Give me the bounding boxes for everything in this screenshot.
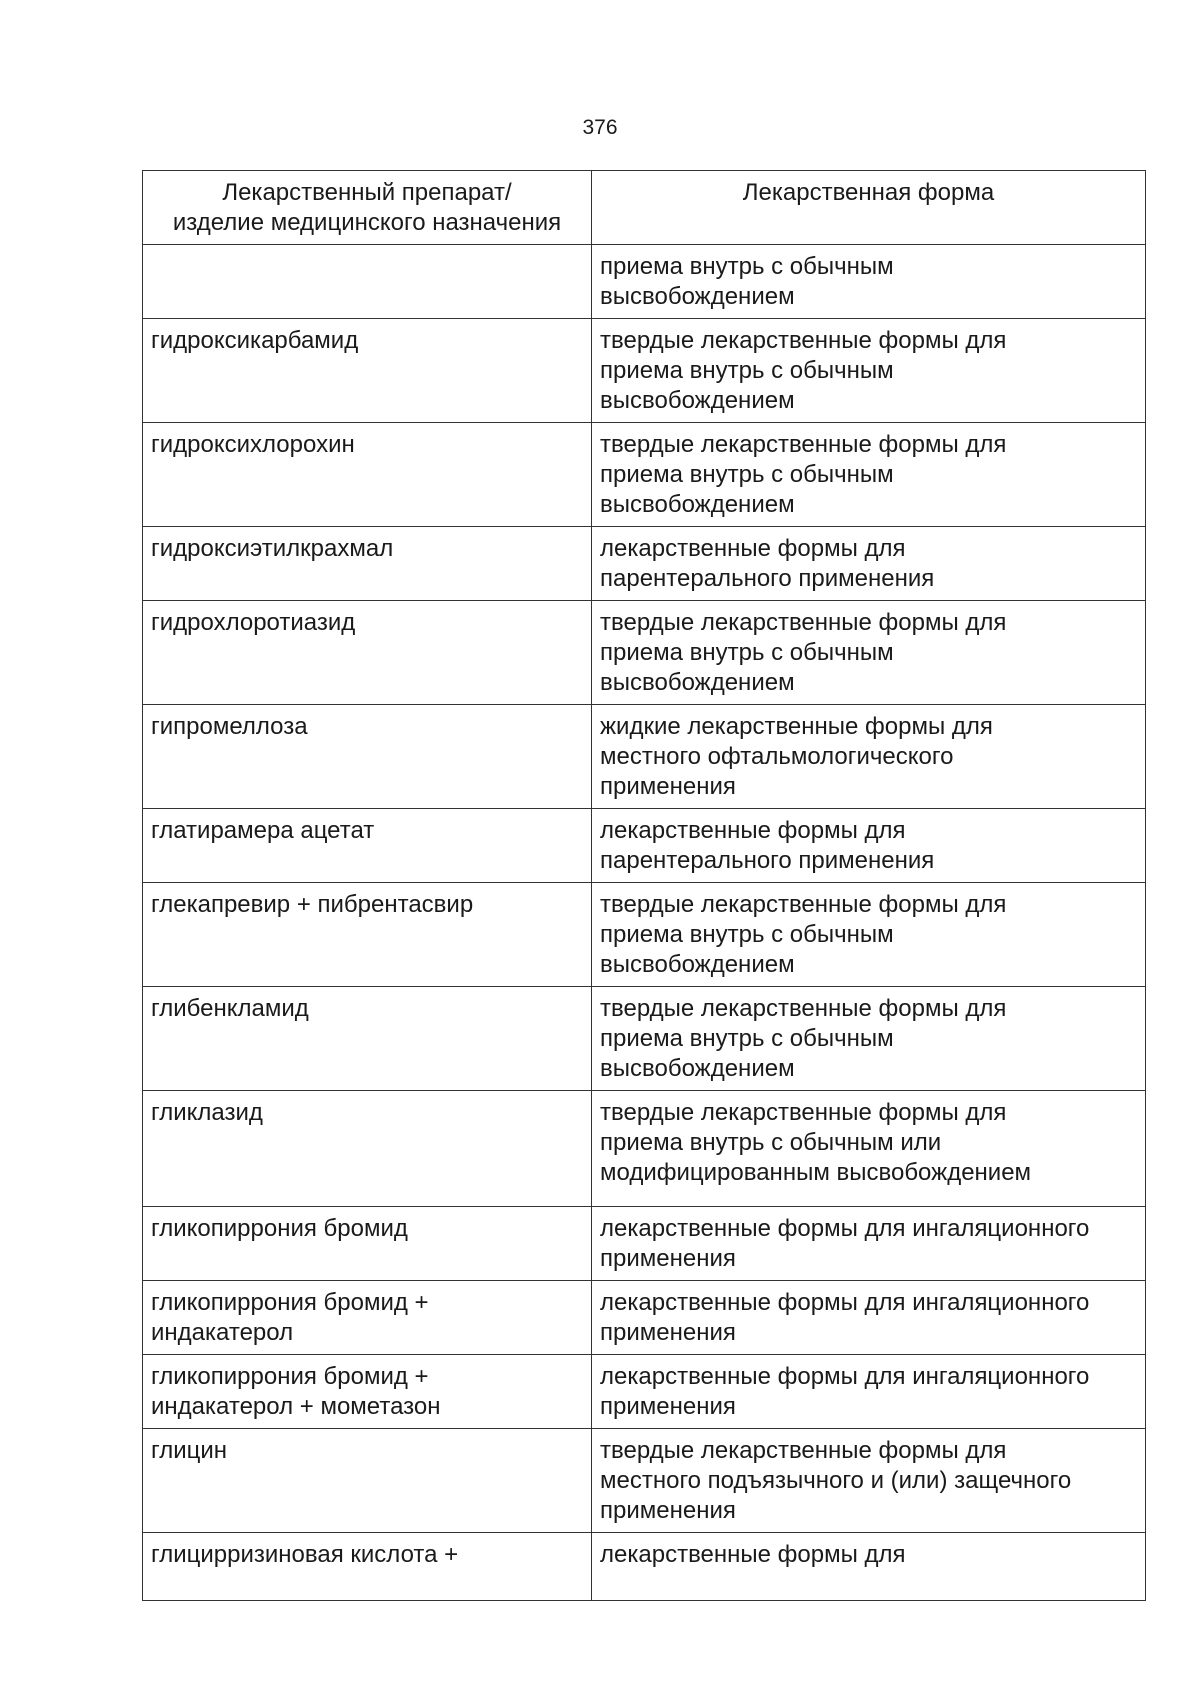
drug-name-line: гипромеллоза: [151, 713, 308, 740]
table-row: [143, 1533, 1146, 1601]
drug-name-line: индакатерол + мометазон: [151, 1393, 441, 1420]
drug-name-cell: [143, 527, 592, 601]
dosage-form-line: твердые лекарственные формы для: [600, 995, 1007, 1022]
table-row: [143, 1281, 1146, 1355]
drug-name-line: гликопиррония бромид: [151, 1215, 408, 1242]
dosage-form-line: твердые лекарственные формы для: [600, 609, 1007, 636]
dosage-form-line: местного подъязычного и (или) защечного: [600, 1467, 1072, 1494]
dosage-form-cell: [592, 1533, 1146, 1601]
dosage-form-line: применения: [600, 1245, 736, 1272]
drug-name-cell: [143, 423, 592, 527]
drug-name-cell: [143, 601, 592, 705]
dosage-form-cell: [592, 1091, 1146, 1207]
dosage-form-cell: [592, 1207, 1146, 1281]
table-header-row: [143, 171, 1146, 245]
table-row: [143, 527, 1146, 601]
drug-name-line: глицирризиновая кислота +: [151, 1541, 459, 1568]
drug-name-line: глекапревир + пибрентасвир: [151, 891, 474, 918]
table-row: [143, 705, 1146, 809]
drug-table: [142, 170, 1146, 1601]
dosage-form-line: высвобождением: [600, 387, 795, 414]
dosage-form-line: твердые лекарственные формы для: [600, 1437, 1007, 1464]
drug-name-cell: [143, 1429, 592, 1533]
drug-name-line: гидроксикарбамид: [151, 327, 359, 354]
table-row: [143, 423, 1146, 527]
drug-name-line: глатирамера ацетат: [151, 817, 375, 844]
dosage-form-line: лекарственные формы для: [600, 535, 906, 562]
table-row: [143, 1355, 1146, 1429]
dosage-form-line: применения: [600, 1393, 736, 1420]
dosage-form-line: твердые лекарственные формы для: [600, 431, 1007, 458]
drug-name-line: гидроксихлорохин: [151, 431, 355, 458]
dosage-form-line: парентерального применения: [600, 847, 935, 874]
dosage-form-cell: [592, 1429, 1146, 1533]
drug-name-cell: [143, 1355, 592, 1429]
table-row: [143, 1207, 1146, 1281]
dosage-form-line: лекарственные формы для ингаляционного: [600, 1215, 1090, 1242]
dosage-form-cell: [592, 987, 1146, 1091]
table-body: [143, 245, 1146, 1601]
table-row: [143, 1091, 1146, 1207]
drug-name-cell: [143, 883, 592, 987]
dosage-form-line: лекарственные формы для ингаляционного: [600, 1289, 1090, 1316]
dosage-form-line: твердые лекарственные формы для: [600, 327, 1007, 354]
header-form: [592, 171, 1146, 245]
dosage-form-line: приема внутрь с обычным: [600, 357, 894, 384]
dosage-form-line: применения: [600, 1497, 736, 1524]
dosage-form-cell: [592, 319, 1146, 423]
drug-name-line: гликопиррония бромид +: [151, 1289, 429, 1316]
drug-name-line: гликлазид: [151, 1099, 263, 1126]
dosage-form-line: высвобождением: [600, 669, 795, 696]
dosage-form-line: жидкие лекарственные формы для: [600, 713, 993, 740]
dosage-form-cell: [592, 705, 1146, 809]
drug-name-cell: [143, 1207, 592, 1281]
drug-name-cell: [143, 809, 592, 883]
page-number: 376: [582, 116, 618, 139]
dosage-form-line: приема внутрь с обычным: [600, 461, 894, 488]
dosage-form-cell: [592, 809, 1146, 883]
dosage-form-line: приема внутрь с обычным или: [600, 1129, 942, 1156]
header-form-line: Лекарственная форма: [742, 179, 995, 206]
dosage-form-line: лекарственные формы для ингаляционного: [600, 1363, 1090, 1390]
dosage-form-cell: [592, 245, 1146, 319]
drug-name-cell: [143, 245, 592, 319]
header-drug-line: Лекарственный препарат/: [222, 179, 512, 206]
drug-name-cell: [143, 1281, 592, 1355]
table-row: [143, 319, 1146, 423]
dosage-form-line: твердые лекарственные формы для: [600, 891, 1007, 918]
drug-name-cell: [143, 319, 592, 423]
dosage-form-cell: [592, 527, 1146, 601]
dosage-form-line: применения: [600, 773, 736, 800]
drug-name-line: гликопиррония бромид +: [151, 1363, 429, 1390]
drug-name-line: гидрохлоротиазид: [151, 609, 356, 636]
dosage-form-line: твердые лекарственные формы для: [600, 1099, 1007, 1126]
dosage-form-cell: [592, 1281, 1146, 1355]
drug-name-line: глицин: [151, 1437, 228, 1464]
dosage-form-line: местного офтальмологического: [600, 743, 954, 770]
header-drug-line: изделие медицинского назначения: [172, 209, 562, 236]
drug-name-cell: [143, 987, 592, 1091]
drug-name-cell: [143, 705, 592, 809]
dosage-form-line: приема внутрь с обычным: [600, 921, 894, 948]
drug-name-line: индакатерол: [151, 1319, 294, 1346]
dosage-form-line: высвобождением: [600, 1055, 795, 1082]
dosage-form-line: высвобождением: [600, 283, 795, 310]
table-row: [143, 601, 1146, 705]
dosage-form-line: приема внутрь с обычным: [600, 639, 894, 666]
dosage-form-line: приема внутрь с обычным: [600, 1025, 894, 1052]
dosage-form-cell: [592, 601, 1146, 705]
drug-name-cell: [143, 1091, 592, 1207]
dosage-form-line: модифицированным высвобождением: [600, 1159, 1032, 1186]
dosage-form-line: лекарственные формы для: [600, 1541, 906, 1568]
table-row: [143, 883, 1146, 987]
table-row: [143, 809, 1146, 883]
dosage-form-line: высвобождением: [600, 491, 795, 518]
table-row: [143, 987, 1146, 1091]
dosage-form-line: лекарственные формы для: [600, 817, 906, 844]
drug-name-line: глибенкламид: [151, 995, 309, 1022]
dosage-form-line: применения: [600, 1319, 736, 1346]
dosage-form-line: приема внутрь с обычным: [600, 253, 894, 280]
header-drug: [143, 171, 592, 245]
drug-name-line: гидроксиэтилкрахмал: [151, 535, 394, 562]
dosage-form-line: высвобождением: [600, 951, 795, 978]
table-row: [143, 245, 1146, 319]
drug-name-cell: [143, 1533, 592, 1601]
dosage-form-cell: [592, 1355, 1146, 1429]
dosage-form-cell: [592, 883, 1146, 987]
table-row: [143, 1429, 1146, 1533]
dosage-form-line: парентерального применения: [600, 565, 935, 592]
dosage-form-cell: [592, 423, 1146, 527]
